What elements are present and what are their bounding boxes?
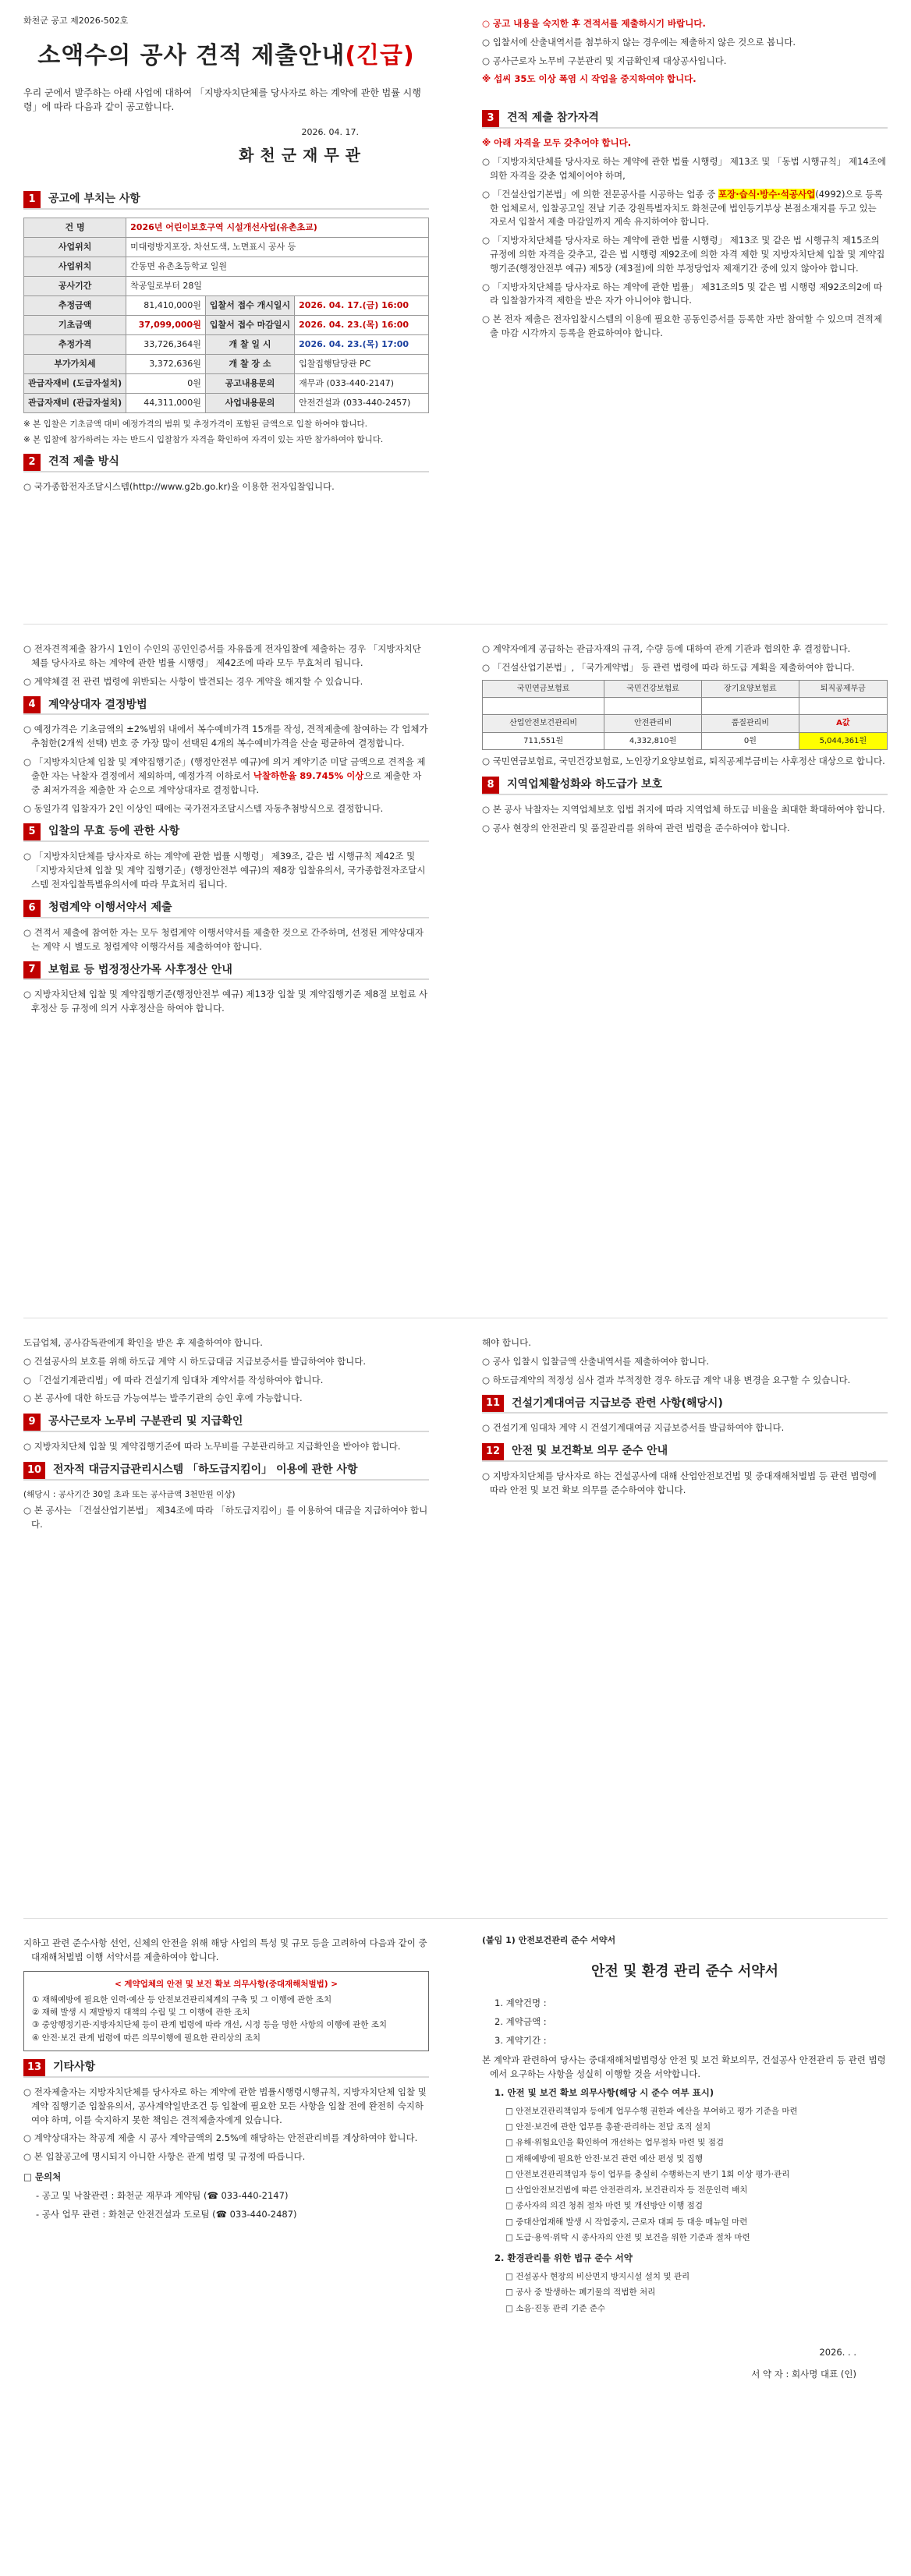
- contact-title: □ 문의처: [23, 2171, 62, 2183]
- issuer: 화천군재무관: [239, 145, 367, 165]
- section-3-p4: ○ 「지방자치단체를 당사자로 하는 계약에 관한 법률」 제31조의5 및 같은 법 시행령 제92조의2에 따라 입찰참가자격 제한을 받은 자가 아니어야 합니다.: [482, 281, 883, 306]
- contact-line: - 공고 및 낙찰관련 : 화천군 재무과 계약팀 (☎ 033-440-2147): [36, 2189, 289, 2201]
- form-signature: 서 약 자 : 회사명 대표 (인): [751, 2368, 856, 2380]
- right2-p1: ○ 계약자에게 공급하는 관급자재의 규격, 수량 등에 대하여 관계 기관과 협의한 후 결정합니다.: [482, 643, 851, 654]
- checklist-item[interactable]: □ 공사 중 발생하는 폐기물의 적법한 처리: [505, 2288, 656, 2298]
- page-title: [23, 38, 429, 75]
- section-5-header: [23, 823, 429, 842]
- cell-value: 33,726,364원: [126, 334, 206, 354]
- box-title: < 계약업체의 안전 및 보건 확보 의무사항(중대재해처벌법) >: [114, 1979, 339, 1989]
- column-left-4: [23, 1934, 429, 2226]
- section-2-header: [23, 454, 429, 472]
- cell-value: 2026. 04. 23.(목) 17:00: [295, 334, 429, 354]
- cell-label: 기초금액: [24, 315, 126, 334]
- left3-p4: ○ 본 공사에 대한 하도급 가능여부는 발주기관의 승인 후에 가능합니다.: [23, 1392, 303, 1404]
- section-title: 보험료 등 법정정산가목 사후정산 안내: [48, 963, 232, 976]
- cell-label: 사업위치: [24, 237, 126, 257]
- cell-value: 미대령방지포장, 차선도색, 노면표시 공사 등: [126, 237, 429, 257]
- cell-value: 81,410,000원: [126, 295, 206, 315]
- cell-label: 공사기간: [24, 276, 126, 295]
- form-title: 안전 및 환경 관리 준수 서약서: [591, 1963, 778, 1980]
- right2-p2: ○ 「건설산업기본법」, 「국가계약법」 등 관련 법령에 따라 하도급 계획을 제출하여야 합니다.: [482, 661, 855, 673]
- box-line: ④ 안전·보건 관계 법령에 따른 의무이행에 필요한 관리상의 조치: [32, 2033, 261, 2043]
- cell-value: 44,311,000원: [126, 393, 206, 412]
- section-4-p1: ○ 예정가격은 기초금액의 ±2%범위 내에서 복수예비가격 15개를 작성, 견적제출에 참여하는 각 업체가 추첨한(2개씩 선택) 번호 중 가장 많이 선택된 4개의 복수예비가격을 산술 평균하여 결정합니다.: [23, 724, 428, 749]
- cell-value: 2026. 04. 23.(목) 16:00: [295, 315, 429, 334]
- section-11-text: ○ 건설기계 임대차 계약 시 건설기계대여금 지급보증서를 발급하여야 합니다.: [482, 1422, 785, 1434]
- section-11-header: [482, 1395, 888, 1414]
- cell-value: 안전건설과 (033-440-2457): [295, 393, 429, 412]
- cell: 국민연금보험료: [483, 680, 604, 698]
- section-6-text: ○ 견적서 제출에 참여한 자는 모두 청렴계약 이행서약서를 제출한 것으로 간주하며, 선정된 계약상대자는 계약 시 별도로 청렴계약 이행각서를 제출하여야 합니다.: [23, 926, 424, 952]
- section-13-p1: ○ 전자제출자는 지방자치단체를 당사자로 하는 계약에 관한 법률시행령시행규칙, 지방자치단체 입찰 및 계약 집행기준 입찰유의서, 공사계약일반조건 등 입찰에 필요한 모든 사항을 입찰 전에 완전히 숙지하여야 하며, 이를 숙지하지 못한 책임은 견적제출자에게 있습니다.: [23, 2086, 427, 2125]
- column-right-4: [482, 1934, 888, 2381]
- section-title: 청렴계약 이행서약서 제출: [48, 901, 172, 914]
- section-title: 건설기계대여금 지급보증 관련 사항(해당시): [512, 1396, 723, 1410]
- contact-line: - 공사 업무 관련 : 화천군 안전건설과 도로팀 (☎ 033-440-2487): [36, 2208, 297, 2220]
- notice-date: 2026. 04. 17.: [301, 126, 359, 137]
- cell-label: 개 찰 장 소: [205, 354, 294, 373]
- table-row: [24, 354, 429, 373]
- section-9-header: [23, 1414, 429, 1432]
- title-main: 소액수의 공사 견적 제출안내: [37, 42, 346, 70]
- left3-p3: ○ 「건설기계관리법」에 따라 건설기계 임대차 계약서를 작성하여야 합니다.: [23, 1374, 324, 1385]
- cell-label: 부가가치세: [24, 354, 126, 373]
- obligation-box: [23, 1971, 429, 2051]
- rate-table: [482, 680, 888, 751]
- section-number: 1: [23, 191, 41, 208]
- section-13-p3: ○ 본 입찰공고에 명시되지 아니한 사항은 관계 법령 및 규정에 따릅니다.: [23, 2151, 306, 2163]
- section-7-header: [23, 961, 429, 980]
- section-title: 전자적 대금지급관리시스템 「하도급지킴이」 이용에 관한 사항: [53, 1463, 358, 1477]
- cell: 품질관리비: [701, 715, 799, 733]
- cell-label: 개 찰 일 시: [205, 334, 294, 354]
- project-table: [23, 218, 429, 413]
- section-13-p2: ○ 계약상대자는 착공계 제출 시 공사 계약금액의 2.5%에 해당하는 안전관리비를 계상하여야 합니다.: [23, 2132, 418, 2144]
- cell: [701, 698, 799, 715]
- right-top-text-2: ○ 공사근로자 노무비 구분관리 및 지급확인제 대상공사입니다.: [482, 55, 727, 66]
- section-8-p2: ○ 공사 현장의 안전관리 및 품질관리를 위하여 관련 법령을 준수하여야 합니다.: [482, 822, 790, 833]
- cell: 4,332,810원: [604, 732, 702, 750]
- section-3-header: [482, 110, 888, 129]
- cell-value: 입찰집행담당관 PC: [295, 354, 429, 373]
- section-title: 견적 제출 참가자격: [507, 111, 599, 125]
- box-line: ③ 중앙행정기관·지방자치단체 등이 관계 법령에 따라 개선, 시정 등을 명한 사항의 이행에 관한 조치: [32, 2020, 388, 2030]
- cell-label: 관급자재비 (관급자설치): [24, 393, 126, 412]
- form-sec2: 2. 환경관리를 위한 법규 준수 서약: [494, 2252, 633, 2264]
- section-3-p5: ○ 본 전자 제출은 전자입찰시스템의 이용에 필요한 공동인증서를 등록한 자만 참여할 수 있으며 견적제출 마감 시각까지 등록을 완료하여야 합니다.: [482, 313, 883, 338]
- section-number: 11: [482, 1395, 504, 1412]
- section-10-text: ○ 본 공사는 「건설산업기본법」 제34조에 따라 「하도급지킴이」를 이용하여 대금을 지급하여야 합니다.: [23, 1505, 428, 1530]
- cell-label: 입찰서 접수 개시일시: [205, 295, 294, 315]
- cell-value: 착공일로부터 28일: [126, 276, 429, 295]
- checklist-item[interactable]: □ 종사자의 의견 청취 절차 마련 및 개선방안 이행 점검: [505, 2201, 703, 2211]
- section-title: 견적 제출 방식: [48, 455, 119, 469]
- section-10-sub: (해당시 : 공사기간 30일 초과 또는 공사금액 3천만원 이상): [23, 1490, 236, 1500]
- section-4-header: [23, 696, 429, 715]
- section-number: 6: [23, 900, 41, 917]
- divider: [23, 1918, 888, 1919]
- section-number: 8: [482, 777, 499, 794]
- intro-text: 우리 군에서 발주하는 아래 사업에 대하여 「지방자치단체를 당사자로 하는 계약에 관한 법률 시행령」에 따라 다음과 같이 공고합니다.: [23, 87, 421, 113]
- section-number: 4: [23, 696, 41, 713]
- p2-pre: ○ 「건설산업기본법」에 의한 전문공사를 시공하는 업종 중: [482, 188, 719, 200]
- cell: [483, 698, 604, 715]
- cell: 711,551원: [483, 732, 604, 750]
- table-row: [24, 218, 429, 237]
- section-12-text: ○ 지방자치단체를 당사자로 하는 건설공사에 대해 산업안전보건법 및 중대재해처벌법 등 관련 법령에 따라 안전 및 보건 확보 의무를 준수하여야 합니다.: [482, 1470, 877, 1496]
- cell-value: 2026년 어린이보호구역 시설개선사업(유촌초교): [126, 218, 429, 237]
- cell-label: 추정가격: [24, 334, 126, 354]
- checklist-item[interactable]: □ 도급·용역·위탁 시 종사자의 안전 및 보건을 위한 기준과 절차 마련: [505, 2232, 750, 2242]
- section-10-header: [23, 1462, 429, 1481]
- title-accent: (긴급): [345, 42, 415, 70]
- section-4-p3: ○ 동일가격 입찰자가 2인 이상인 때에는 국가전자조달시스템 자동추첨방식으로 결정합니다.: [23, 802, 384, 814]
- table-row: [24, 334, 429, 354]
- right3-p2: ○ 공사 입찰시 입찰금액 산출내역서를 제출하여야 합니다.: [482, 1355, 710, 1367]
- checklist-item[interactable]: □ 건설공사 현장의 비산먼지 방지시설 설치 및 관리: [505, 2272, 690, 2282]
- form-field: 1. 계약건명 :: [494, 1997, 547, 2008]
- table-row: [483, 715, 888, 733]
- section-7-text: ○ 지방자치단체 입찰 및 계약집행기준(행정안전부 예규) 제13장 입찰 및 계약집행기준 제8절 보험료 사후정산 등 규정에 의거 사후정산을 하여야 합니다.: [23, 989, 428, 1014]
- left3-p2: ○ 건설공사의 보호를 위해 하도급 계약 시 하도급대금 지급보증서를 발급하여야 합니다.: [23, 1355, 367, 1367]
- section-number: 2: [23, 454, 41, 471]
- checklist-item[interactable]: □ 소음·진동 관리 기준 준수: [505, 2303, 606, 2313]
- p2-post: (4992)으로 등록한 업체로서, 입찰공고일 전날 기준 강원특별자치도 화천군에 법인등기부상 본점소재지를 두고 있는 자로서 입찰서 제출 마감일까지 계속 유지하여야 합니다.: [490, 188, 883, 228]
- form-tag: (붙임 1) 안전보건관리 준수 서약서: [482, 1935, 616, 1945]
- cell-value: 0원: [126, 373, 206, 393]
- section-13-header: [23, 2059, 429, 2078]
- cell-label: 관급자재비 (도급자설치): [24, 373, 126, 393]
- section-12-header: [482, 1443, 888, 1462]
- section-number: 12: [482, 1443, 504, 1460]
- table-row: [24, 373, 429, 393]
- table-row: [483, 732, 888, 750]
- section-3-p2: [482, 188, 888, 229]
- column-left-1: [23, 14, 429, 499]
- section-3-lead: ※ 아래 자격을 모두 갖추어야 합니다.: [482, 137, 632, 149]
- cell-label: 사업위치: [24, 257, 126, 276]
- right3-p1: 해야 합니다.: [482, 1337, 531, 1348]
- section-title: 공사근로자 노무비 구분관리 및 지급확인: [48, 1415, 243, 1428]
- cell: 산업안전보건관리비: [483, 715, 604, 733]
- section-title: 계약상대자 결정방법: [48, 698, 147, 711]
- checklist-item[interactable]: □ 안전보건관리책임자 등에게 업무수행 권한과 예산을 부여하고 평가 기준을 마련: [505, 2106, 798, 2116]
- cell: 0원: [701, 732, 799, 750]
- box-line: ① 재해예방에 필요한 인력·예산 등 안전보건관리체계의 구축 및 그 이행에 관한 조치: [32, 1994, 332, 2005]
- checklist-item[interactable]: □ 재해예방에 필요한 안전·보건 관련 예산 편성 및 집행: [505, 2153, 703, 2164]
- section-1-header: [23, 191, 429, 210]
- form-field: 3. 계약기간 :: [494, 2034, 547, 2046]
- right2-p3: ○ 국민연금보험료, 국민건강보험료, 노인장기요양보험료, 퇴직공제부금비는 사후정산 대상으로 합니다.: [482, 755, 885, 767]
- table-row: [483, 698, 888, 715]
- cell-label: 추정금액: [24, 295, 126, 315]
- cell: [604, 698, 702, 715]
- right3-p3: ○ 하도급계약의 적정성 심사 결과 부적정한 경우 하도급 계약 내용 변경을 요구할 수 있습니다.: [482, 1374, 851, 1385]
- right1-p2: ○ 계약체결 전 관련 법령에 위반되는 사항이 발견되는 경우 계약을 해지할 수 있습니다.: [23, 675, 363, 687]
- left4-p1: 지하고 관련 준수사항 선언, 신체의 안전을 위해 해당 사업의 특성 및 규모 등을 고려하여 다음과 같이 중대재해처벌법 이행 서약서를 제출하여야 합니다.: [23, 1937, 427, 1962]
- form-intro: 본 계약과 관련하여 당사는 중대재해처벌법령상 안전 및 보건 확보의무, 건설공사 안전관리 등 관련 법령에서 요구하는 사항을 성실히 이행할 것을 서약합니다.: [482, 2054, 886, 2080]
- section-8-header: [482, 777, 888, 795]
- column-right-3: [482, 1333, 888, 1502]
- section-number: 9: [23, 1414, 41, 1431]
- column-left-2: [23, 639, 429, 1021]
- section-6-header: [23, 900, 429, 918]
- section-title: 공고에 부치는 사항: [48, 192, 140, 205]
- note-2: ※ 본 입찰에 참가하려는 자는 반드시 입찰참가 자격을 확인하여 자격이 있는 자만 참가하여야 합니다.: [23, 435, 384, 445]
- cell: 퇴직공제부금: [799, 680, 887, 698]
- section-title: 입찰의 무효 등에 관한 사항: [48, 825, 180, 838]
- cell-label: 사업내용문의: [205, 393, 294, 412]
- checklist-item[interactable]: □ 유해·위험요인을 확인하여 개선하는 업무절차 마련 및 점검: [505, 2138, 725, 2148]
- section-5-text: ○ 「지방자치단체를 당사자로 하는 계약에 관한 법률 시행령」 제39조, 같은 법 시행규칙 제42조 및 「지방자치단체 입찰 및 계약 집행기준」(행정안전부 예규)의 제8장 입찰유의서, 국가종합전자조달시스템 전자입찰특별유의서에 따라 무효처리 됩니다.: [23, 851, 426, 890]
- box-line: ② 재해 발생 시 재발방지 대책의 수립 및 그 이행에 관한 조치: [32, 2008, 250, 2018]
- section-number: 13: [23, 2059, 45, 2076]
- table-row: [483, 680, 888, 698]
- notice-number: 화천군 공고 제2026-502호: [23, 16, 129, 26]
- checklist-item[interactable]: □ 안전·보건에 관한 업무를 총괄·관리하는 전담 조직 설치: [505, 2122, 711, 2132]
- section-number: 7: [23, 961, 41, 978]
- form-field: 2. 계약금액 :: [494, 2015, 547, 2027]
- right1-p1: ○ 전자견적제출 참가시 1인이 수인의 공인인증서를 자유롭게 전자입찰에 제출하는 경우 「지방자치단체를 당사자로 하는 계약에 관한 법률 시행령」 제42조에 따라 모두 무효처리 됩니다.: [23, 643, 421, 668]
- table-row: [24, 237, 429, 257]
- cell-label: 입찰서 접수 마감일시: [205, 315, 294, 334]
- form-date: 2026. . .: [819, 2346, 856, 2358]
- table-row: [24, 315, 429, 334]
- column-left-3: [23, 1333, 429, 1537]
- cell-value: 37,099,000원: [126, 315, 206, 334]
- section-title: 안전 및 보건확보 의무 준수 안내: [512, 1445, 668, 1458]
- p2-pre: ○ 「지방자치단체 입찰 및 계약집행기준」(행정안전부 예규)에 의거 계약기준 미달 금액으로 견적을 제출한 자는 낙찰자 결정에서 제외하며, 예정가격 이하로서: [23, 756, 426, 781]
- p2-highlight: 포장·습식·방수·석공사업: [718, 188, 816, 200]
- cell-value: 간동면 유촌초등학교 일원: [126, 257, 429, 276]
- cell-value: 2026. 04. 17.(금) 16:00: [295, 295, 429, 315]
- section-number: 5: [23, 823, 41, 840]
- p2-red: 낙찰하한율 89.745% 이상: [253, 770, 364, 781]
- right-top-red-1: ○ 공고 내용을 숙지한 후 견적서를 제출하시기 바랍니다.: [482, 18, 706, 29]
- section-8-p1: ○ 본 공사 낙찰자는 지역업체보호 입법 취지에 따라 지역업체 하도급 비율을 최대한 확대하여야 합니다.: [482, 803, 885, 815]
- section-3-p1: ○ 「지방자치단체를 당사자로 하는 계약에 관한 법률 시행령」 제13조 및 「동법 시행규칙」 제14조에 의한 자격을 갖춘 업체이어야 하며,: [482, 156, 886, 181]
- left3-p1: 도급업체, 공사감독관에게 확인을 받은 후 제출하여야 합니다.: [23, 1337, 263, 1348]
- p2-post: 으로 제출한 자 중 최저가격을 제출한 자 순으로 계약상대자로 결정합니다.: [31, 770, 422, 795]
- cell: 장기요양보험료: [701, 680, 799, 698]
- cell-label: 건 명: [24, 218, 126, 237]
- cell: 안전관리비: [604, 715, 702, 733]
- table-row: [24, 295, 429, 315]
- checklist-item[interactable]: □ 중대산업재해 발생 시 작업중지, 근로자 대피 등 대응 매뉴얼 마련: [505, 2217, 748, 2227]
- section-title: 지역업체활성화와 하도급가 보호: [507, 778, 663, 791]
- column-right-2: [482, 639, 888, 840]
- note-1: ※ 본 입찰은 기초금액 대비 예정가격의 범위 및 추정가격이 포함된 금액으로 입찰 하여야 합니다.: [23, 419, 367, 429]
- section-title: 기타사항: [53, 2061, 96, 2074]
- section-2-text: ○ 국가종합전자조달시스템(http://www.g2b.go.kr)을 이용한 전자입찰입니다.: [23, 481, 335, 493]
- divider: [23, 624, 888, 625]
- cell-value: 재무과 (033-440-2147): [295, 373, 429, 393]
- table-row: [24, 393, 429, 412]
- checklist-item[interactable]: □ 산업안전보건법에 따른 안전관리자, 보건관리자 등 전문인력 배치: [505, 2185, 748, 2196]
- section-number: 3: [482, 110, 499, 127]
- cell: 5,044,361원: [799, 732, 887, 750]
- right-top-text: ○ 입찰서에 산출내역서를 첨부하지 않는 경우에는 제출하지 않은 것으로 봅니다.: [482, 36, 796, 48]
- table-row: [24, 257, 429, 276]
- section-9-text: ○ 지방자치단체 입찰 및 계약집행기준에 따라 노무비를 구분관리하고 지급확인을 받아야 합니다.: [23, 1441, 401, 1453]
- table-row: [24, 276, 429, 295]
- column-right-1: [482, 14, 888, 345]
- checklist-item[interactable]: □ 안전보건관리책임자 등이 업무를 충실히 수행하는지 반기 1회 이상 평가·관리: [505, 2169, 790, 2179]
- cell: A값: [799, 715, 887, 733]
- section-number: 10: [23, 1462, 45, 1479]
- section-4-p2: [23, 755, 429, 797]
- cell-label: 공고내용문의: [205, 373, 294, 393]
- right-top-red-2: ※ 섭씨 35도 이상 폭염 시 작업을 중지하여야 합니다.: [482, 73, 697, 85]
- form-sec1: 1. 안전 및 보건 확보 의무사항(해당 시 준수 여부 표시): [494, 2087, 714, 2098]
- cell-value: 3,372,636원: [126, 354, 206, 373]
- cell: 국민건강보험료: [604, 680, 702, 698]
- cell: [799, 698, 887, 715]
- section-3-p3: ○ 「지방자치단체를 당사자로 하는 계약에 관한 법률 시행령」 제13조 및 같은 법 시행규칙 제15조의 규정에 의한 자격을 갖추고, 같은 법 시행령 제92조에 의한 자격 제한 및 지방자치단체 입찰 및 계약집행기준(행정안전부 예규) 제5장 (제3절)에 의한 부정당업자 제재기간 중에 있지 않아야 합니다.: [482, 235, 885, 274]
